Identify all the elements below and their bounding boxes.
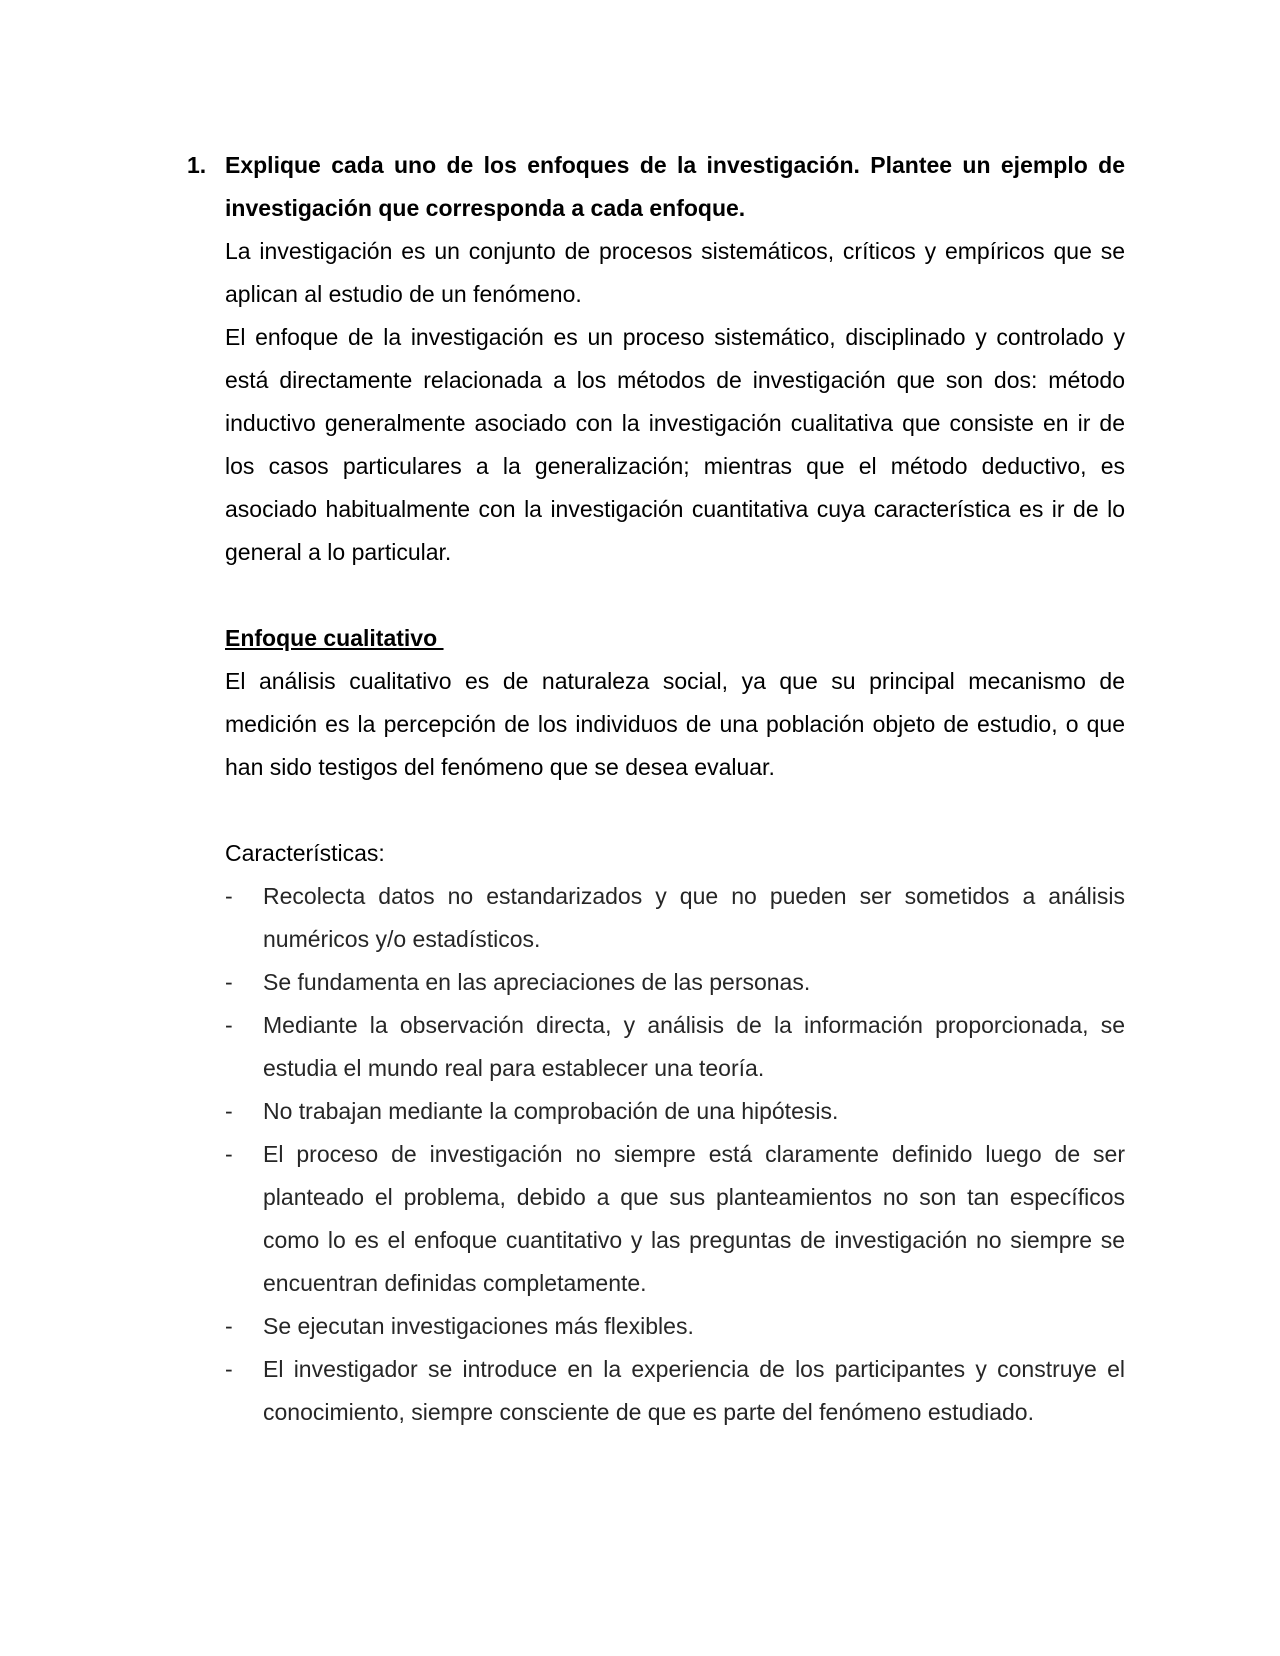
bullet-marker: - <box>225 1098 233 1124</box>
list-item <box>225 1305 1125 1348</box>
features-list <box>225 875 1125 1434</box>
list-item-text: Se ejecutan investigaciones más flexibles. <box>263 1313 694 1339</box>
list-item-text: El proceso de investigación no siempre está claramente definido luego de ser planteado el problema, debido a que sus planteamientos no son tan específicos como lo es el enfoque cuantitativo y las preguntas de investigación no siempre se encuentran definidas completamente. <box>263 1141 1125 1296</box>
list-item-text: Mediante la observación directa, y análisis de la información proporcionada, se estudia el mundo real para establecer una teoría. <box>263 1012 1125 1081</box>
list-item <box>225 875 1125 961</box>
bullet-marker: - <box>225 969 233 995</box>
features-label: Características: <box>225 840 385 866</box>
list-item-text: Se fundamenta en las apreciaciones de las personas. <box>263 969 811 995</box>
list-item <box>225 1004 1125 1090</box>
list-item-text: El investigador se introduce en la experiencia de los participantes y construye el conocimiento, siempre consciente de que es parte del fenómeno estudiado. <box>263 1356 1125 1425</box>
list-item <box>225 1133 1125 1305</box>
list-item-text: Recolecta datos no estandarizados y que no pueden ser sometidos a análisis numéricos y/o estadísticos. <box>263 883 1125 952</box>
list-item <box>225 1090 1125 1133</box>
intro-paragraph-2: El enfoque de la investigación es un proceso sistemático, disciplinado y controlado y está directamente relacionada a los métodos de investigación que son dos: método inductivo generalmente asociado con la investigación cualitativa que consiste en ir de los casos particulares a la generalización; mientras que el método deductivo, es asociado habitualmente con la investigación cuantitativa cuya característica es ir de lo general a lo particular. <box>225 324 1125 565</box>
bullet-marker: - <box>225 1012 233 1038</box>
bullet-marker: - <box>225 883 233 909</box>
spacer <box>225 574 1125 617</box>
intro-paragraph-1: La investigación es un conjunto de procesos sistemáticos, críticos y empíricos que se aplican al estudio de un fenómeno. <box>225 238 1125 307</box>
bullet-marker: - <box>225 1141 233 1167</box>
list-item <box>225 1348 1125 1434</box>
list-item <box>225 961 1125 1004</box>
question-title: Explique cada uno de los enfoques de la investigación. Plantee un ejemplo de investigación que corresponda a cada enfoque. <box>225 152 1125 221</box>
spacer <box>225 789 1125 832</box>
bullet-marker: - <box>225 1313 233 1339</box>
bullet-marker: - <box>225 1356 233 1382</box>
list-item-text: No trabajan mediante la comprobación de una hipótesis. <box>263 1098 839 1124</box>
document-body <box>187 144 1125 1434</box>
question-number: 1. <box>187 152 207 178</box>
section-heading: Enfoque cualitativo <box>225 625 444 651</box>
section-description: El análisis cualitativo es de naturaleza social, ya que su principal mecanismo de medición es la percepción de los individuos de una población objeto de estudio, o que han sido testigos del fenómeno que se desea evaluar. <box>225 668 1125 780</box>
